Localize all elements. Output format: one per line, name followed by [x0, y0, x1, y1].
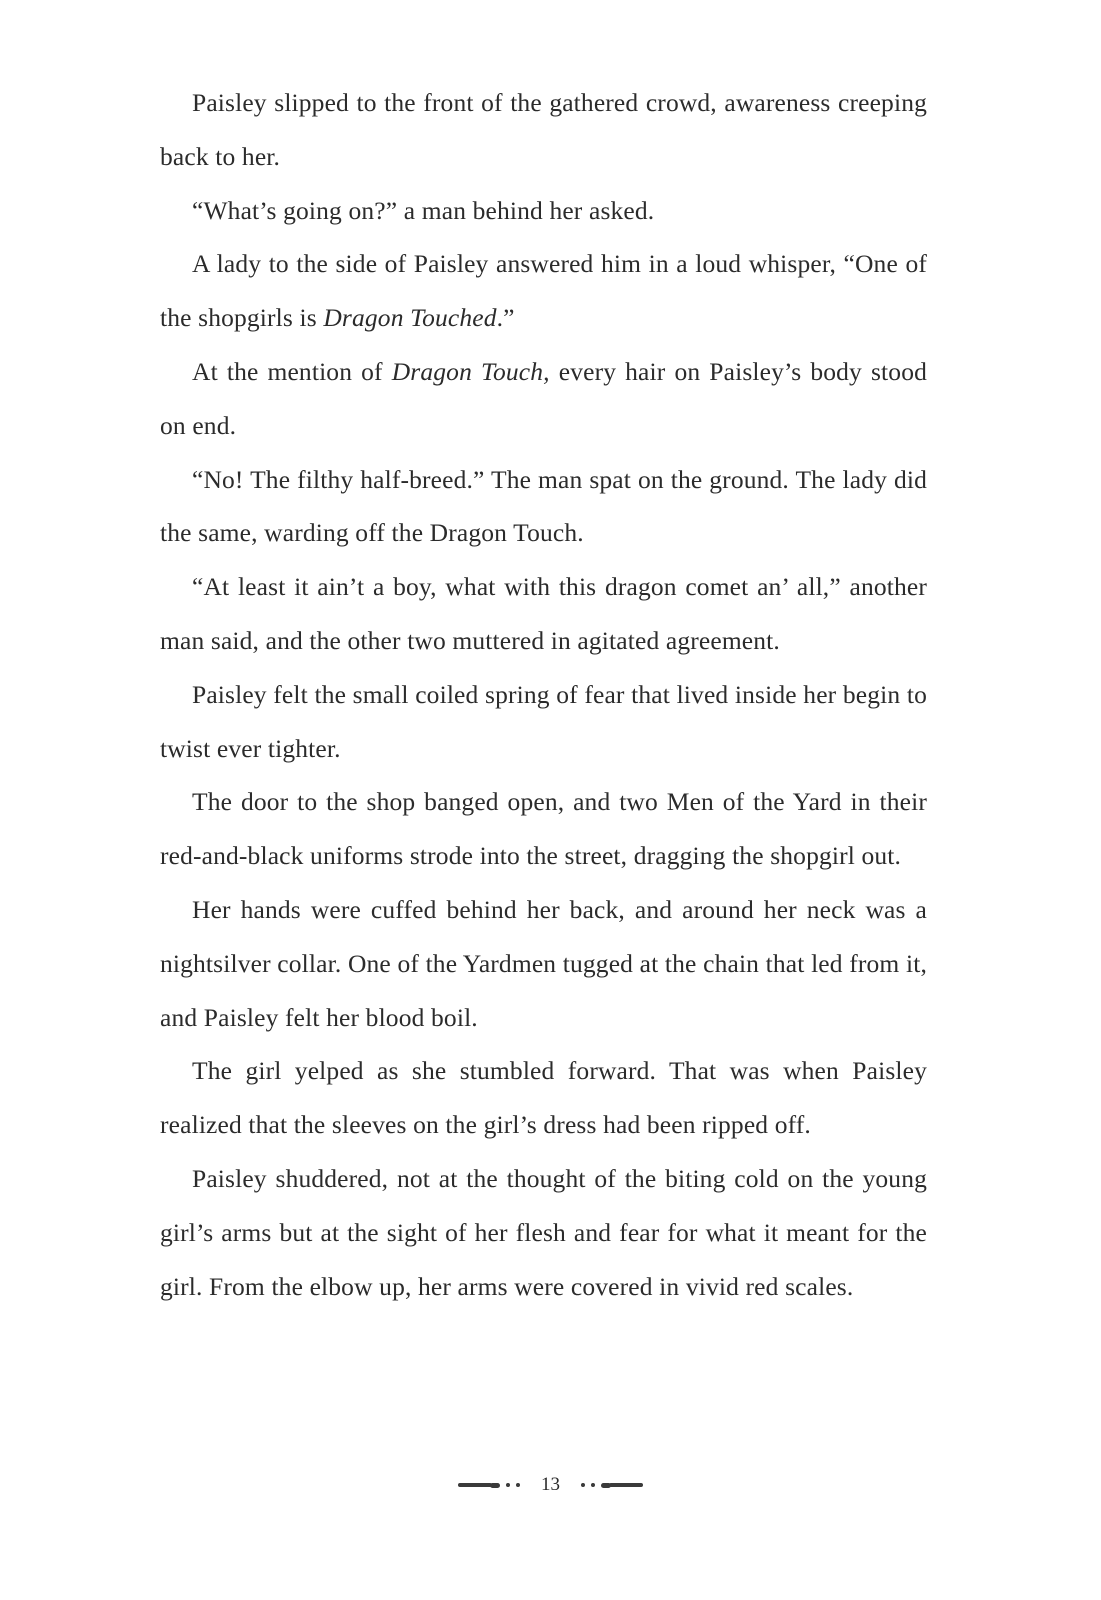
paragraph-4: At the mention of Dragon Touch, every hair on Paisley’s body stood on end. [160, 356, 927, 440]
ornament-bar [609, 1483, 643, 1487]
italic-dragon-touch: Dragon Touch, [391, 356, 550, 386]
ornament-dot [591, 1483, 595, 1487]
paragraph-7: Paisley felt the small coiled spring of fear that lived inside her begin to twist ever tighter. [160, 679, 927, 763]
paragraph-2: “What’s going on?” a man behind her asked. [192, 195, 655, 225]
page-footer [0, 1470, 1101, 1500]
ornament-bar-tip [490, 1483, 500, 1488]
ornament-dot [516, 1483, 520, 1487]
paragraph-10: The girl yelped as she stumbled forward. That was when Paisley realized that the sleeves on the girl’s dress had been ripped off. [160, 1056, 927, 1140]
page-body [160, 76, 927, 1313]
paragraph-8: The door to the shop banged open, and two Men of the Yard in their red-and-black uniforms strode into the street, dragging the shopgirl out. [160, 787, 927, 871]
paragraph-6: “At least it ain’t a boy, what with this dragon comet an’ all,” another man said, and the other two muttered in agitated agreement. [160, 572, 927, 655]
paragraph-5: “No! The filthy half-breed.” The man spat on the ground. The lady did the same, warding off the Dragon Touch. [160, 464, 927, 548]
ornament-dot [506, 1483, 510, 1487]
italic-dragon-touched: Dragon Touched [323, 303, 497, 333]
paragraph-11: Paisley shuddered, not at the thought of the biting cold on the young girl’s arms but at the sight of her flesh and fear for what it meant for the girl. From the elbow up, her arms were covered in vivid red scales. [160, 1163, 927, 1301]
paragraph-9: Her hands were cuffed behind her back, and around her neck was a nightsilver collar. One of the Yardmen tugged at the chain that led from it, and Paisley felt her blood boil. [160, 894, 927, 1032]
ornament-dot [581, 1483, 585, 1487]
right-ornament-icon [578, 1483, 643, 1488]
page-number: 13 [541, 1474, 560, 1495]
paragraph-3: A lady to the side of Paisley answered him in a loud whisper, “One of the shopgirls is Dragon Touched.” [160, 249, 927, 333]
paragraph-1: Paisley slipped to the front of the gathered crowd, awareness creeping back to her. [160, 88, 927, 171]
left-ornament-icon [458, 1483, 523, 1488]
ornament-bar [458, 1483, 492, 1487]
